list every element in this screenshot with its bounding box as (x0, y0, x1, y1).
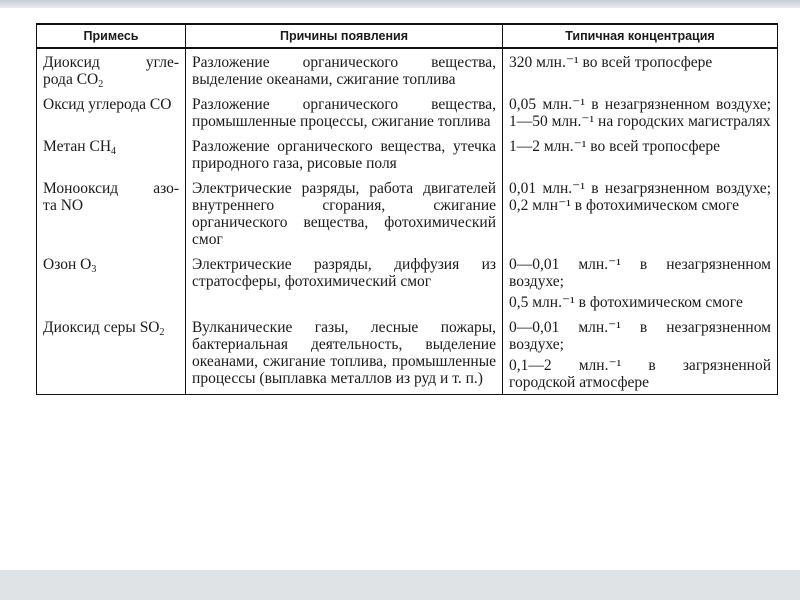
concentration-cell (503, 133, 778, 175)
chemical-formula (77, 71, 104, 88)
concentration-cell (503, 314, 778, 395)
pollutant-name-text: Оксид углерода (43, 96, 147, 113)
concentration-cell (503, 48, 778, 91)
table-body (37, 48, 778, 395)
concentration-value: 0,5 млн.⁻¹ в фотохимическом смоге (509, 294, 743, 311)
concentration-value: 1—2 млн.⁻¹ во всей тропосфере (509, 138, 720, 155)
table-row (37, 133, 778, 175)
table-row (37, 175, 778, 251)
pollutant-name-line (43, 180, 179, 197)
concentration-value: 320 млн.⁻¹ во всей тропосфере (509, 54, 713, 71)
pollutant-name-text: Метан (43, 138, 86, 155)
pollutant-name-line (43, 197, 179, 214)
chemical-formula (140, 319, 165, 336)
pollutant-name-line (43, 54, 179, 71)
cause-cell: Разложение органического вещества, утечка природного газа, рисовые поля (186, 133, 503, 175)
formula-base: NO (60, 197, 84, 214)
concentration-value: 0,01 млн.⁻¹ в незагрязненном воздухе; 0,2 млн⁻¹ в фотохимическом смоге (509, 180, 771, 214)
cause-cell: Разложение органического вещества, выделение океанами, сжигание топлива (186, 48, 503, 91)
formula-base: SO (139, 319, 160, 336)
header-causes: Причины появления (186, 24, 503, 48)
chemical-formula (61, 197, 83, 214)
table-header (37, 24, 778, 48)
pollutant-name-cell (37, 314, 186, 395)
table-row (37, 91, 778, 133)
pollutant-name-text: Диоксид серы (43, 319, 136, 336)
pollutant-name-cell (37, 48, 186, 91)
pollutant-name-line (43, 96, 179, 113)
cause-cell: Электрические разряды, диффузия из стратосферы, фотохимический смог (186, 251, 503, 314)
pollutant-name-text: та (43, 197, 57, 214)
pollutants-table (36, 23, 778, 395)
formula-base: O (80, 256, 92, 273)
table-row (37, 48, 778, 91)
pollutant-name-text: рода (43, 71, 73, 88)
pollutant-name-line (43, 256, 179, 273)
formula-subscript: 2 (159, 327, 165, 338)
pollutant-name-line (43, 71, 179, 88)
chemical-formula (150, 96, 172, 113)
cause-cell: Вулканические газы, лесные пожары, бактериальная деятельность, выделение океанами, сжигание топлива, промышленные процессы (выплавка металлов из руд и т. п.) (186, 314, 503, 395)
formula-base: CO (149, 96, 172, 113)
pollutant-name-text: Озон (43, 256, 77, 273)
cause-cell: Электрические разряды, работа двигателей внутреннего сгорания, сжигание органического вещества, фотохимический смог (186, 175, 503, 251)
header-concentration: Типичная концентрация (503, 24, 778, 48)
formula-base: CH (89, 138, 112, 155)
table-row (37, 251, 778, 314)
pollutant-name-line (43, 319, 179, 336)
concentration-value: 0—0,01 млн.⁻¹ в незагрязненном воздухе; (509, 319, 771, 353)
header-pollutant: Примесь (37, 24, 186, 48)
concentration-cell (503, 91, 778, 133)
pollutant-name-text: Монооксид азо- (43, 180, 180, 197)
pollutant-name-cell (37, 251, 186, 314)
concentration-cell (503, 175, 778, 251)
chemical-formula (89, 138, 116, 155)
chemical-formula (80, 256, 96, 273)
bottom-decorative-bar (0, 570, 800, 600)
cause-cell: Разложение органического вещества, промышленные процессы, сжигание топлива (186, 91, 503, 133)
concentration-value: 0,1—2 млн.⁻¹ в загрязненной городской атмосфере (509, 357, 771, 391)
pollutant-name-text: Диоксид угле- (43, 54, 180, 71)
formula-subscript: 2 (98, 79, 104, 90)
pollutant-name-line (43, 138, 179, 155)
concentration-cell (503, 251, 778, 314)
pollutant-name-cell (37, 133, 186, 175)
formula-subscript: 4 (111, 146, 117, 157)
pollutant-name-cell (37, 91, 186, 133)
pollutant-name-cell (37, 175, 186, 251)
formula-subscript: 3 (91, 264, 97, 275)
concentration-value: 0—0,01 млн.⁻¹ в незагрязненном воздухе; (509, 256, 771, 290)
header-row (37, 24, 778, 48)
concentration-value: 0,05 млн.⁻¹ в незагрязненном воздухе; 1—50 млн.⁻¹ на городских магистралях (509, 96, 771, 130)
table-row (37, 314, 778, 395)
top-decorative-bar (0, 0, 800, 8)
formula-base: CO (76, 71, 99, 88)
